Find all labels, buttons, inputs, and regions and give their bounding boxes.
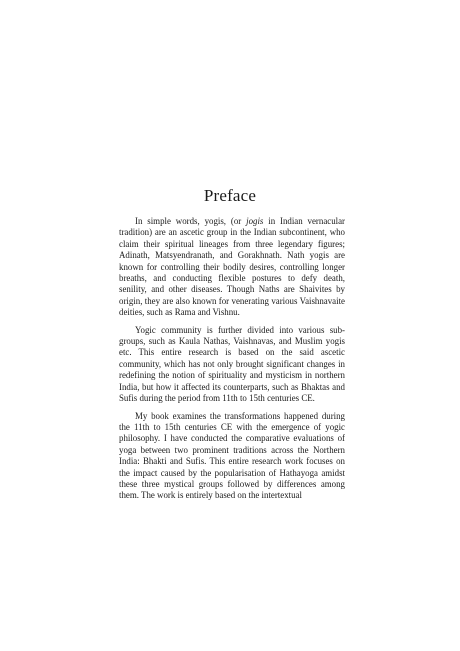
paragraph-1 [119, 216, 345, 319]
paragraph-2: Yogic community is further divided into various sub-groups, such as Kaula Nathas, Vaishnavas, and Muslim yogis etc. This entire research is based on the said ascetic community, which has not only brought significant changes in redefining the notion of spirituality and mysticism in northern India, but how it affected its counterparts, such as Bhaktas and Sufis during the period from 11th to 15th centuries CE. [119, 324, 345, 404]
paragraph-3: My book examines the transformations happened during the 11th to 15th centuries CE with the emergence of yogic philosophy. I have conducted the comparative evaluations of yoga between two prominent traditions across the Northern India: Bhakti and Sufis. This entire research work focuses on the impact caused by the popularisation of Hathayoga amidst these three mystical groups followed by differences among them. The work is entirely based on the intertextual [119, 410, 345, 501]
paragraph-1-text-start: In simple words, yogis, (or [135, 216, 247, 226]
page-title: Preface [203, 186, 257, 205]
paragraph-1-text-end: in Indian vernacular tradition) are an ascetic group in the Indian subcontinent, who claim their spiritual lineages from three legendary figures; Adinath, Matsyendranath, and Gorakhnath. Nath yogis are known for controlling their bodily desires, controlling longer breaths, and conducting flexible postures to defy death, senility, and other diseases. Though Naths are Shaivites by origin, they are also known for venerating various Vaishnavaite deities, such as Rama and Vishnu. [119, 216, 345, 318]
paragraph-1-emphasis: jogis [246, 216, 264, 226]
preface-body [119, 216, 345, 508]
